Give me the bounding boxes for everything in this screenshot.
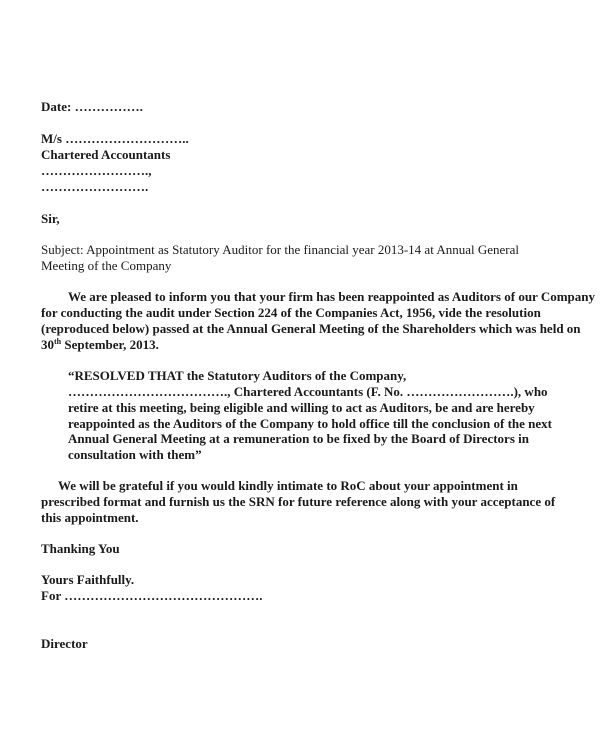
para1-line-1: We are pleased to inform you that your firm has been reappointed as Auditors of our Company: [68, 289, 596, 304]
para1-line-4: [41, 337, 159, 353]
closing-line: Yours Faithfully.: [41, 572, 135, 587]
salutation: Sir,: [41, 211, 60, 226]
meeting-month-year: September, 2013.: [61, 337, 159, 352]
para1-line-3: (reproduced below) passed at the Annual General Meeting of the Shareholders which was held on: [41, 321, 581, 336]
para1-line-2: for conducting the audit under Section 224 of the Companies Act, 1956, vide the resolution: [41, 305, 541, 320]
address-line-city: …………………….: [41, 179, 149, 194]
resolution-line-2: ………………………………., Chartered Accountants (F. No. …………………….), who: [68, 384, 548, 399]
resolution-line-6: consultation with them”: [68, 447, 202, 462]
meeting-day: 30: [41, 337, 54, 352]
para2-line-3: this appointment.: [41, 510, 139, 525]
para2-line-2: prescribed format and furnish us the SRN for future reference along with your acceptance of: [41, 494, 556, 509]
resolution-line-3: retire at this meeting, being eligible and willing to act as Auditors, be and are hereby: [68, 400, 535, 415]
thanking-line: Thanking You: [41, 541, 120, 556]
resolution-line-5: Annual General Meeting at a remuneration to be fixed by the Board of Directors in: [68, 431, 529, 446]
address-line-firm: M/s ………………………..: [41, 131, 189, 146]
signatory: Director: [41, 636, 88, 651]
subject-line-2: Meeting of the Company: [41, 258, 172, 273]
address-line-street: …………………….,: [41, 163, 152, 178]
date-line: Date: …………….: [41, 99, 143, 114]
resolution-line-4: reappointed as the Auditors of the Company to hold office till the conclusion of the next: [68, 416, 553, 431]
resolution-line-1: “RESOLVED THAT the Statutory Auditors of the Company,: [68, 368, 407, 383]
day-suffix: th: [54, 337, 62, 346]
subject-line-1: Subject: Appointment as Statutory Auditor for the financial year 2013-14 at Annual General: [41, 242, 519, 257]
address-line-title: Chartered Accountants: [41, 147, 171, 162]
for-line: For ……………………………………….: [41, 588, 263, 603]
para2-line-1: We will be grateful if you would kindly intimate to RoC about your appointment in: [58, 478, 518, 493]
